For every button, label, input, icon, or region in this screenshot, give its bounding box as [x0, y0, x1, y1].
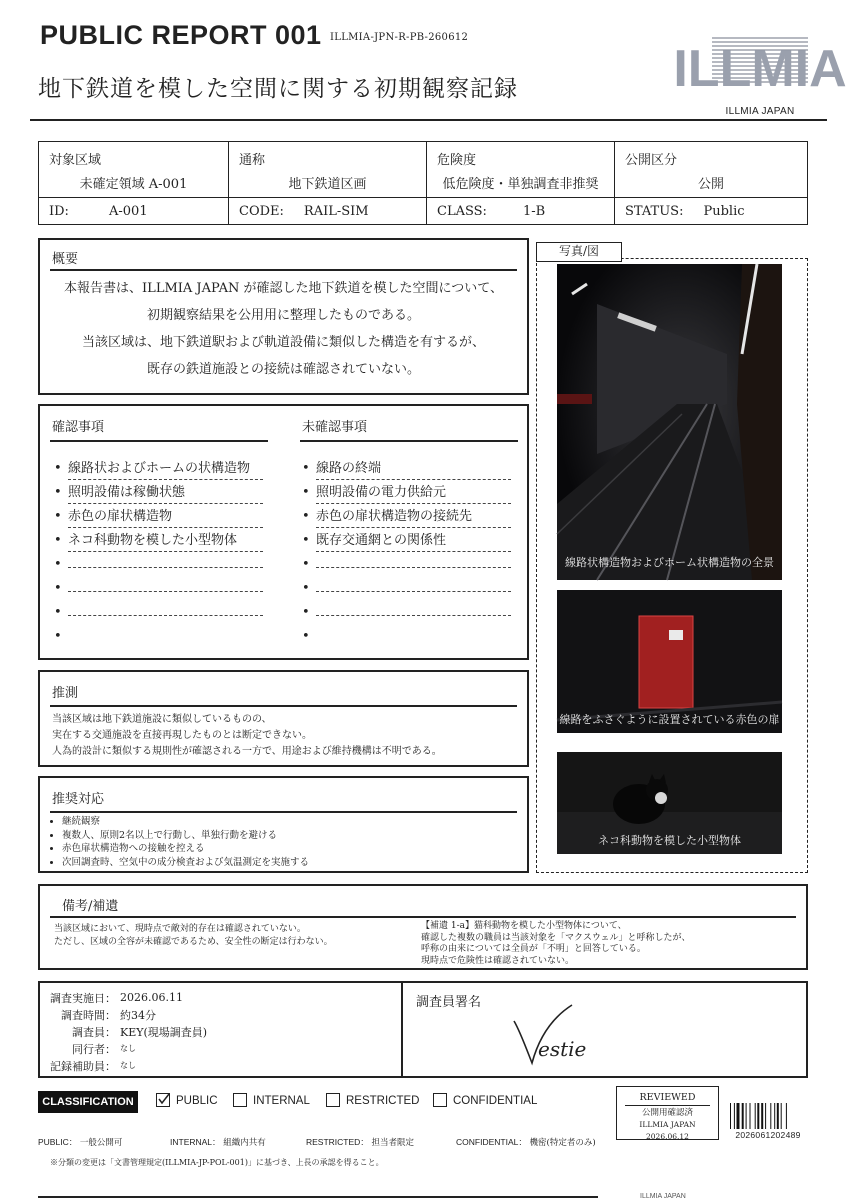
survey-companion-value: なし: [120, 1044, 136, 1053]
recommend-list: [62, 815, 309, 869]
confirmed-heading: 確認事項: [52, 420, 105, 435]
classification-badge: CLASSIFICATION: [38, 1091, 138, 1113]
notes-line: ただし、区域の全容が未確認であるため、安全性の断定は行わない。: [54, 937, 333, 947]
report-subtitle: 地下鉄道を模した空間に関する初期観察記録: [38, 76, 518, 102]
legend-key: PUBLIC：: [38, 1137, 78, 1147]
checkbox-icon[interactable]: [233, 1093, 247, 1107]
notes-right: [421, 921, 691, 967]
photo-caption: 線路をふさぐように設置されている赤色の扉: [559, 713, 780, 726]
inference-section: [38, 670, 529, 767]
stamp-line: 公開用確認済: [641, 1107, 693, 1118]
meta-danger-value: 低危険度・単独調査非推奨: [442, 177, 599, 192]
footer-rule: [38, 1196, 598, 1198]
notes-section: [38, 884, 808, 970]
notes-line: 呼称の由来については全員が「不明」と回答している。: [421, 944, 646, 954]
overview-section: [38, 238, 529, 395]
survey-date-label: 調査実施日：: [50, 991, 116, 1005]
survey-section: [38, 981, 808, 1078]
meta-status-value: Public: [703, 203, 745, 219]
notes-line: 現時点で危険性は確認されていない。: [421, 955, 575, 966]
logo-subtitle: ILLMIA JAPAN: [725, 106, 795, 117]
stamp-line: 2026.06.12: [646, 1131, 689, 1141]
photo-red-door: [557, 590, 782, 733]
inference-line: 実在する交通施設を直接再現したものとは断定できない。: [52, 730, 312, 741]
signature-image: [510, 1001, 640, 1071]
barcode-number: 2026061202489: [735, 1130, 801, 1140]
photo-panel-label: 写真/図: [536, 242, 622, 262]
footer-text: ILLMIA JAPAN: [640, 1193, 686, 1200]
survey-time-label: 調査時間：: [61, 1008, 116, 1022]
meta-id-value: A-001: [109, 203, 148, 219]
list-item: • 線路の終端: [302, 459, 511, 483]
list-item: [302, 627, 511, 651]
recommend-section: [38, 776, 529, 873]
unconfirmed-heading: 未確認事項: [302, 420, 368, 435]
meta-danger-label: 危険度: [437, 153, 477, 168]
photo-caption: ネコ科動物を模した小型物体: [598, 834, 741, 847]
legend-value: 組織内共有: [223, 1138, 266, 1148]
meta-public-label: 公開区分: [625, 153, 678, 168]
unconfirmed-list: [302, 459, 511, 651]
notes-line: 当該区域において、現時点で敵対的存在は確認されていない。: [54, 924, 306, 934]
unconfirmed-rule: [300, 440, 518, 442]
notes-rule: [50, 916, 796, 918]
photo-cat: [557, 752, 782, 854]
checkbox-icon[interactable]: [326, 1093, 340, 1107]
meta-class-cell: [427, 198, 615, 225]
photo-tunnel: [557, 264, 782, 580]
survey-assistant-value: なし: [120, 1061, 136, 1070]
meta-public-cell: [615, 142, 808, 198]
meta-code-value: RAIL-SIM: [303, 203, 369, 219]
meta-class-value: 1-B: [522, 203, 546, 219]
meta-status-cell: [615, 198, 808, 225]
meta-area-label: 対象区域: [49, 153, 102, 168]
inference-heading: 推測: [52, 686, 79, 701]
inference-body: [52, 712, 442, 760]
list-item: • 継続観察: [62, 815, 309, 829]
stamp-title: REVIEWED: [625, 1092, 710, 1106]
illmia-logo: [673, 26, 847, 117]
confirmed-rule: [50, 440, 268, 442]
meta-danger-cell: [427, 142, 615, 198]
inference-rule: [50, 705, 517, 707]
list-item: [302, 579, 511, 603]
survey-date-value: 2026.06.11: [120, 991, 183, 1004]
overview-line: 初期観察結果を公用用に整理したものである。: [146, 308, 420, 323]
meta-code-cell: [229, 198, 427, 225]
survey-investigator-label: 調査員：: [72, 1025, 116, 1039]
list-item: [54, 555, 263, 579]
option-label: CONFIDENTIAL: [453, 1095, 538, 1108]
list-item: [54, 603, 263, 627]
meta-status-label: STATUS:: [625, 203, 684, 219]
notes-heading: 備考/補遺: [62, 899, 119, 914]
option-label: INTERNAL: [253, 1095, 310, 1108]
survey-companion-label: 同行者：: [72, 1042, 116, 1056]
option-label: PUBLIC: [176, 1095, 218, 1108]
overview-rule: [50, 269, 517, 271]
classification-legend: [38, 1136, 596, 1148]
notes-line: 【補遺 1-a】猫科動物を模した小型物体について、: [421, 921, 627, 931]
overview-line: 本報告書は、ILLMIA JAPAN が確認した地下鉄道を模した空間について、: [64, 281, 503, 296]
findings-section: [38, 404, 529, 660]
survey-info: [40, 983, 403, 1076]
recommend-heading: 推奨対応: [52, 792, 105, 807]
inference-line: 当該区域は地下鉄道施設に類似しているものの、: [52, 714, 272, 725]
list-item: [302, 555, 511, 579]
meta-class-label: CLASS:: [437, 203, 487, 219]
confirmed-list: [54, 459, 263, 651]
meta-area-value: 未確定領域 A-001: [79, 177, 188, 192]
option-label: RESTRICTED: [346, 1095, 420, 1108]
survey-time-value: 約34分: [120, 1008, 156, 1022]
survey-investigator-value: KEY(現場調査員): [120, 1025, 208, 1039]
list-item: • ネコ科動物を模した小型物体: [54, 531, 263, 555]
list-item: • 赤色の扉状構造物の接続先: [302, 507, 511, 531]
checkbox-icon[interactable]: [433, 1093, 447, 1107]
meta-public-value: 公開: [697, 177, 724, 192]
survey-table: [50, 989, 207, 1074]
stamp-line: ILLMIA JAPAN: [639, 1120, 696, 1129]
logo-wordmark: ILLMIA: [673, 40, 847, 98]
list-item: • 照明設備は稼働状態: [54, 483, 263, 507]
survey-assistant-label: 記録補助員：: [50, 1059, 116, 1073]
recommend-rule: [50, 811, 517, 813]
barcode-icon: [730, 1103, 806, 1129]
checkbox-checked-icon[interactable]: [156, 1093, 170, 1107]
meta-code-label: CODE:: [239, 203, 284, 219]
overview-line: 既存の鉄道施設との接続は確認されていない。: [146, 362, 420, 377]
notes-line: 確認した複数の職員は当該対象を「マクスウェル」と呼称したが、: [421, 932, 691, 943]
list-item: • 複数人、原則2名以上で行動し、単独行動を避ける: [62, 829, 309, 843]
meta-name-cell: [229, 142, 427, 198]
legend-value: 担当者限定: [371, 1138, 415, 1148]
notes-left: [54, 923, 333, 949]
signature: [510, 1001, 640, 1071]
list-item: [302, 603, 511, 627]
classification-options: [156, 1094, 537, 1108]
list-item: [54, 627, 263, 651]
list-item: • 次回調査時、空気中の成分検査および気温測定を実施する: [62, 856, 309, 870]
list-item: • 線路状およびホームの状構造物: [54, 459, 263, 483]
list-item: • 既存交通網との関係性: [302, 531, 511, 555]
legend-key: INTERNAL：: [170, 1137, 221, 1147]
legend-key: RESTRICTED：: [306, 1137, 369, 1147]
photo-caption: 線路状構造物およびホーム状構造物の全景: [565, 556, 774, 569]
legend-value: 一般公開可: [79, 1138, 123, 1148]
list-item: • 赤色の扉状構造物: [54, 507, 263, 531]
meta-id-label: ID:: [49, 203, 69, 219]
meta-area-cell: [39, 142, 229, 198]
list-item: • 照明設備の電力供給元: [302, 483, 511, 507]
meta-id-cell: [39, 198, 229, 225]
tunnel-image: [557, 264, 782, 580]
meta-name-value: 地下鉄道区画: [288, 177, 367, 192]
option-internal[interactable]: [233, 1094, 326, 1108]
option-restricted[interactable]: [326, 1094, 433, 1108]
meta-table: [38, 141, 808, 225]
meta-name-label: 通称: [239, 153, 266, 168]
barcode: [730, 1103, 806, 1129]
signature-label: 調査員署名: [416, 995, 482, 1010]
svg-text:estie: estie: [538, 1037, 587, 1061]
option-public[interactable]: [156, 1094, 233, 1108]
legend-value: 機密(特定者のみ): [529, 1138, 596, 1148]
reviewed-stamp: [616, 1086, 719, 1140]
inference-line: 人為的設計に類似する規則性が確認される一方で、用途および維持機構は不明である。: [52, 746, 442, 757]
report-title: PUBLIC REPORT 001: [40, 20, 322, 50]
classification-footnote: ※分類の変更は「文書管理規定(ILLMIA-JP-POL-001)」に基づき、上長の承認を得ること。: [50, 1158, 384, 1167]
overview-heading: 概要: [52, 252, 79, 267]
overview-body: [40, 275, 527, 383]
option-confidential[interactable]: [433, 1094, 537, 1108]
document-id: ILLMIA-JPN-R-PB-260612: [330, 32, 469, 43]
overview-line: 当該区域は、地下鉄道駅および軌道設備に類似した構造を有するが、: [81, 335, 485, 350]
list-item: • 赤色扉状構造物への接触を控える: [62, 842, 309, 856]
legend-key: CONFIDENTIAL：: [456, 1137, 527, 1147]
list-item: [54, 579, 263, 603]
header-divider: [30, 119, 827, 121]
